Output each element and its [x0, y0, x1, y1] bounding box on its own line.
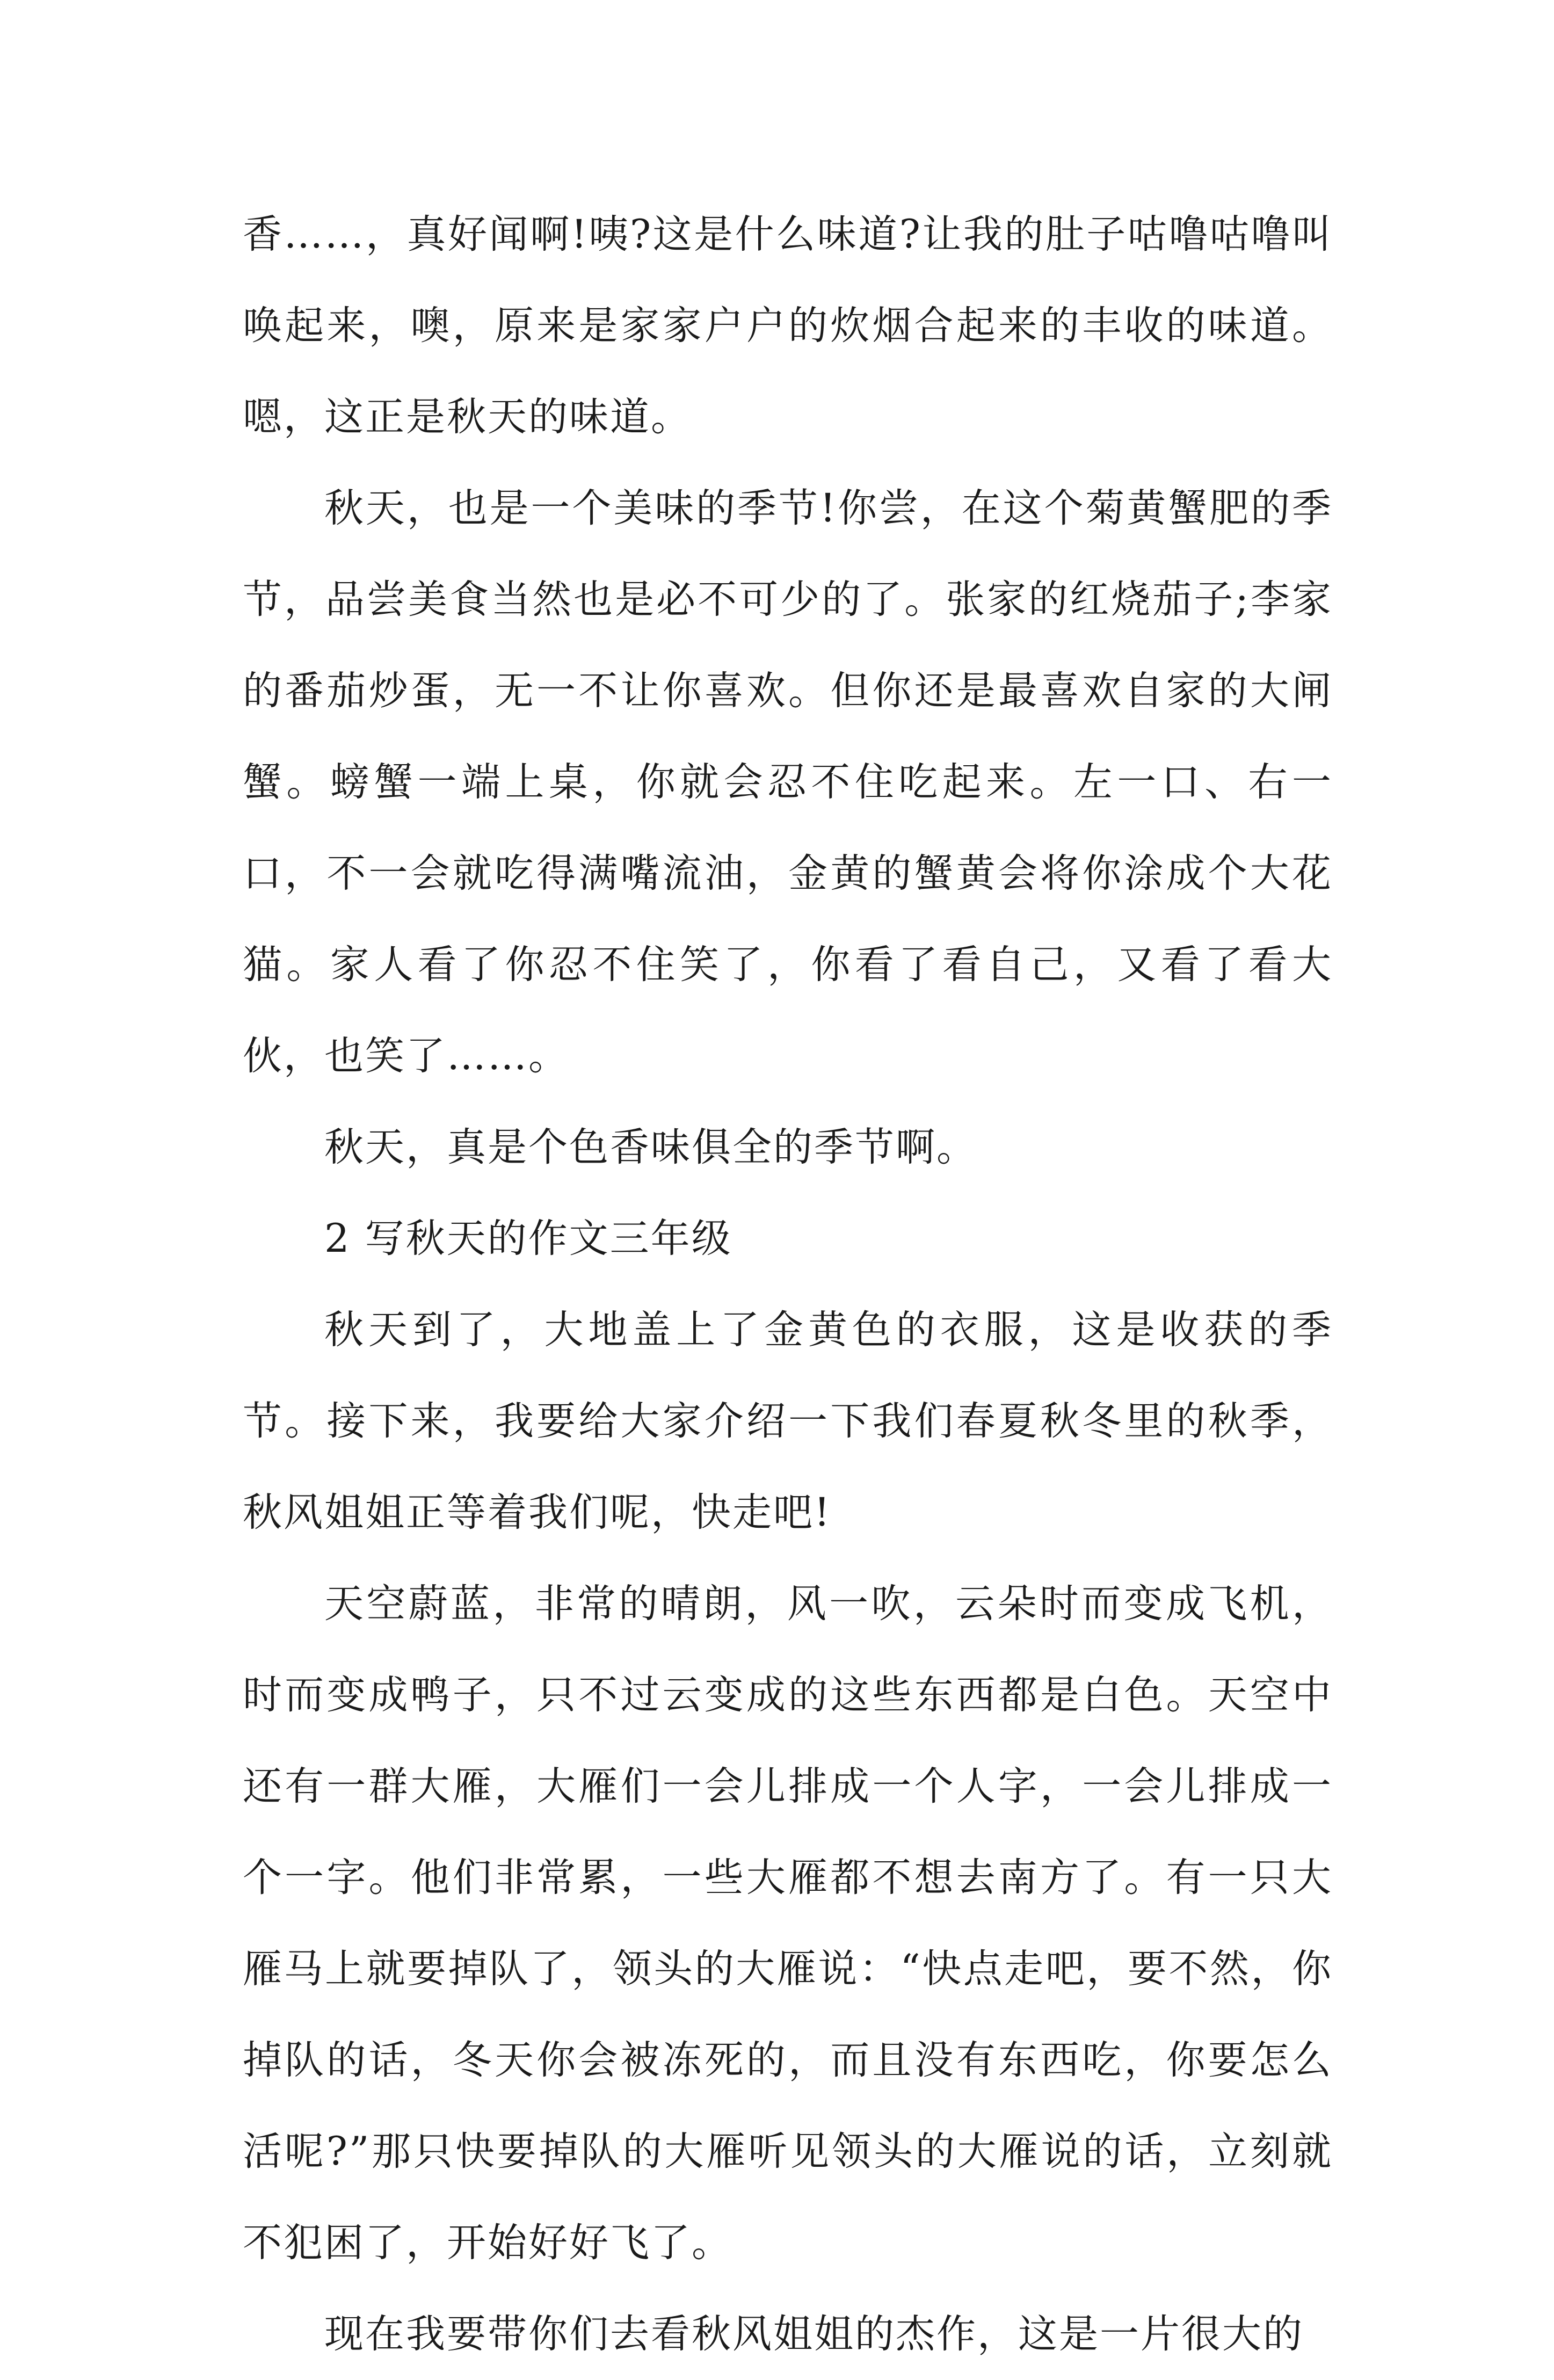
paragraph-3: 秋天，真是个色香味俱全的季节啊。 — [324, 1124, 977, 1170]
paragraph-6: 现在我要带你们去看秋风姐姐的杰作，这是一片很大的 — [324, 2311, 1304, 2357]
paragraph-4: 秋天到了，大地盖上了金黄色的衣服，这是收获的季节。接下来，我要给大家介绍一下我们春夏秋冬里的秋季，秋风姐姐正等着我们呢，快走吧! — [243, 1307, 1333, 1535]
paragraph-5: 天空蔚蓝，非常的晴朗，风一吹，云朵时而变成飞机，时而变成鸭子，只不过云变成的这些东西都是白色。天空中还有一群大雁，大雁们一会儿排成一个人字，一会儿排成一个一字。他们非常累，一些大雁都不想去南方了。有一只大雁马上就要掉队了，领头的大雁说：“快点走吧，要不然，你掉队的话，冬天你会被冻死的，而且没有东西吃，你要怎么活呢?”那只快要掉队的大雁听见领头的大雁说的话，立刻就不犯困了，开始好好飞了。 — [243, 1581, 1333, 2266]
paragraph-1: 香……，真好闻啊!咦?这是什么味道?让我的肚子咕噜咕噜叫唤起来，噢，原来是家家户户的炊烟合起来的丰收的味道。嗯，这正是秋天的味道。 — [243, 212, 1333, 440]
section-heading: 2 写秋天的作文三年级 — [324, 1216, 732, 1261]
paragraph-2: 秋天，也是一个美味的季节!你尝，在这个菊黄蟹肥的季节，品尝美食当然也是必不可少的了。张家的红烧茄子;李家的番茄炒蛋，无一不让你喜欢。但你还是最喜欢自家的大闸蟹。螃蟹一端上桌，你就会忍不住吃起来。左一口、右一口，不一会就吃得满嘴流油，金黄的蟹黄会将你涂成个大花猫。家人看了你忍不住笑了，你看了看自己，又看了看大伙，也笑了……。 — [243, 485, 1333, 1079]
document-body — [243, 189, 1333, 2380]
